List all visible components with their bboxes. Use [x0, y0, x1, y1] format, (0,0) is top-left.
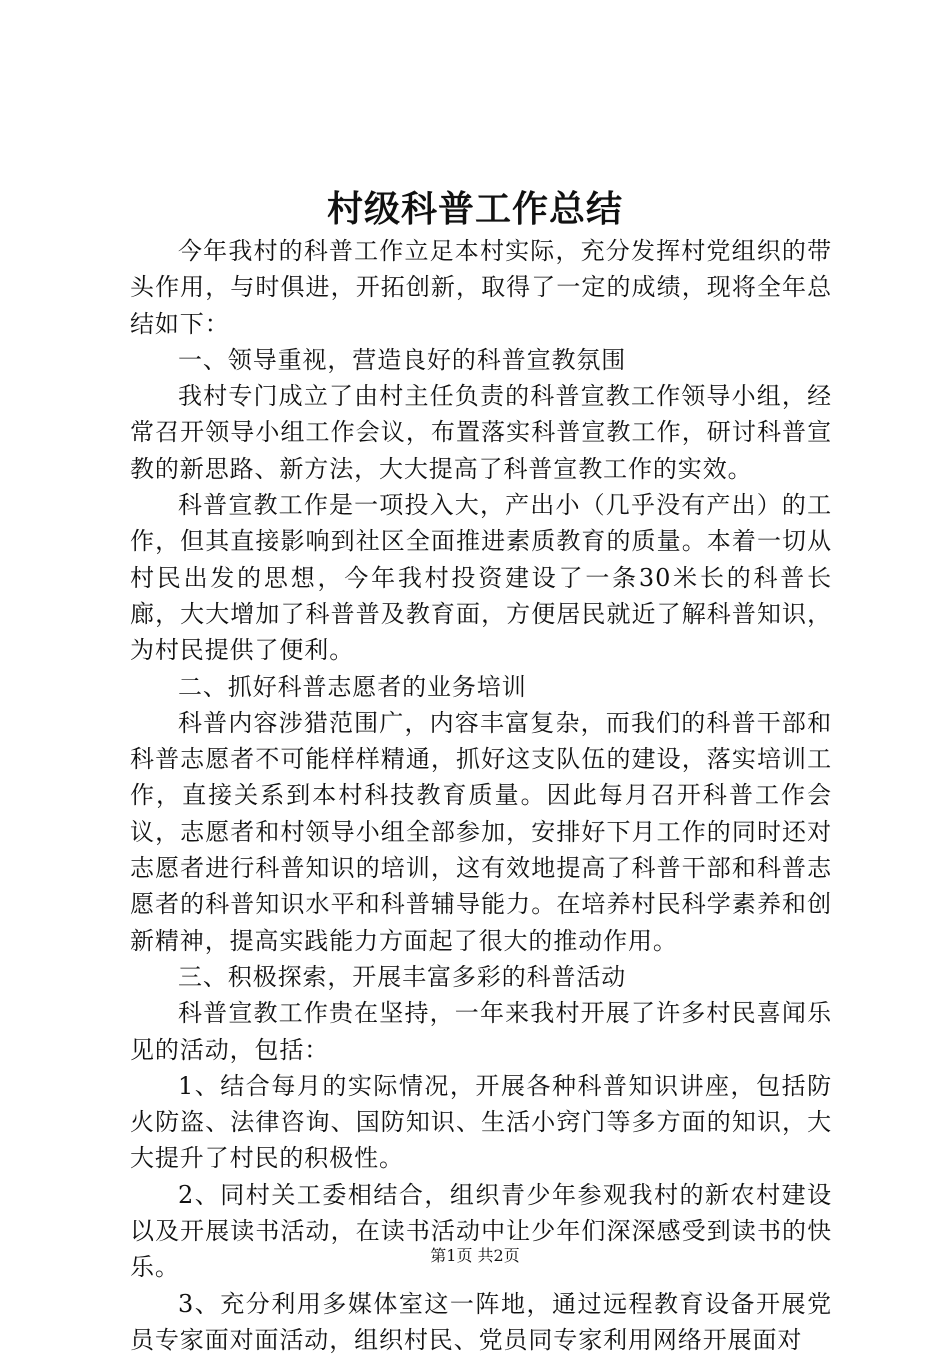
document-title: 村级科普工作总结 [326, 188, 623, 230]
list-item: 3、充分利用多媒体室这一阵地，通过远程教育设备开展党员专家面对面活动，组织村民、党员同专家利用网络开展面对 [130, 1289, 832, 1354]
document-body [130, 233, 832, 1358]
paragraph: 我村专门成立了由村主任负责的科普宣教工作领导小组，经常召开领导小组工作会议，布置落实科普宣教工作，研讨科普宣教的新思路、新方法，大大提高了科普宣教工作的实效。 [130, 382, 832, 483]
paragraph: 科普内容涉猎范围广，内容丰富复杂，而我们的科普干部和科普志愿者不可能样样精通，抓好这支队伍的建设，落实培训工作，直接关系到本村科技教育质量。因此每月召开科普工作会议，志愿者和村领导小组全部参加，安排好下月工作的同时还对志愿者进行科普知识的培训，这有效地提高了科普干部和科普志愿者的科普知识水平和科普辅导能力。在培养村民科学素养和创新精神，提高实践能力方面起了很大的推动作用。 [130, 708, 832, 955]
paragraph: 科普宣教工作是一项投入大，产出小（几乎没有产出）的工作，但其直接影响到社区全面推进素质教育的质量。本着一切从村民出发的思想，今年我村投资建设了一条30米长的科普长廊，大大增加了科普普及教育面，方便居民就近了解科普知识，为村民提供了便利。 [130, 491, 832, 665]
list-item: 2、同村关工委相结合，组织青少年参观我村的新农村建设以及开展读书活动，在读书活动中让少年们深深感受到读书的快乐。 [130, 1180, 832, 1282]
section-heading-2: 二、抓好科普志愿者的业务培训 [178, 672, 527, 701]
section-heading-3: 三、积极探索，开展丰富多彩的科普活动 [178, 962, 627, 991]
section-heading-1: 一、领导重视，营造良好的科普宣教氛围 [178, 345, 627, 374]
paragraph: 科普宣教工作贵在坚持，一年来我村开展了许多村民喜闻乐见的活动，包括： [130, 999, 832, 1064]
page-footer: 第1页 共2页 [430, 1246, 520, 1265]
paragraph-intro: 今年我村的科普工作立足本村实际，充分发挥村党组织的带头作用，与时俱进，开拓创新，取得了一定的成绩，现将全年总结如下： [130, 237, 832, 338]
list-item: 1、结合每月的实际情况，开展各种科普知识讲座，包括防火防盗、法律咨询、国防知识、生活小窍门等多方面的知识，大大提升了村民的积极性。 [130, 1071, 832, 1173]
